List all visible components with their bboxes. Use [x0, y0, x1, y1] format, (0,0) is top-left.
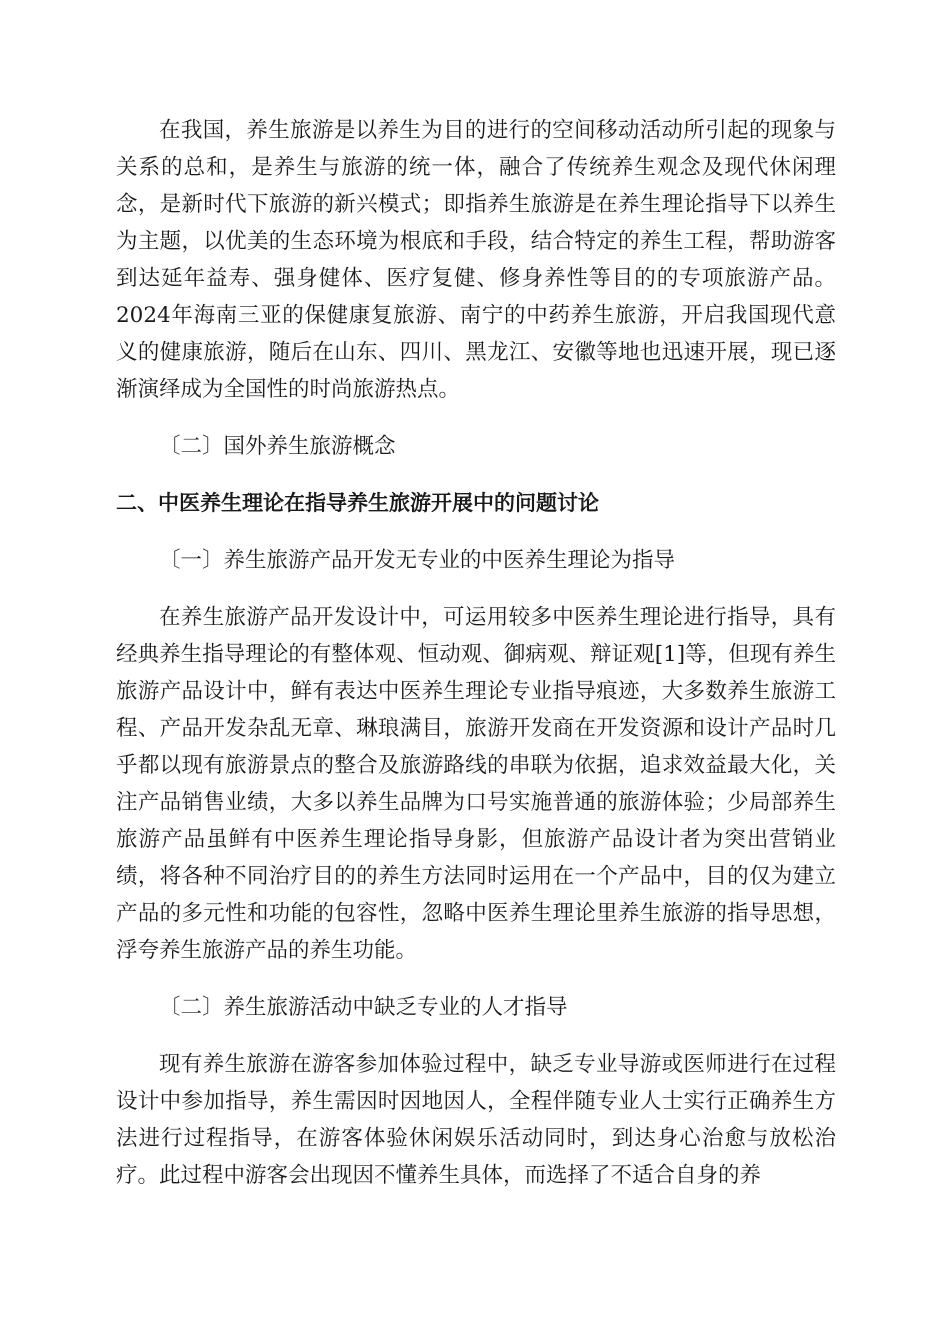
spacer	[116, 579, 836, 599]
document-body	[116, 112, 836, 1194]
spacer	[116, 969, 836, 989]
paragraph-domestic-concept: 在我国，养生旅游是以养生为目的进行的空间移动活动所引起的现象与关系的总和，是养生与旅游的统一体，融合了传统养生观念及现代休闲理念，是新时代下旅游的新兴模式；即指养生旅游是在养生理论指导下以养生为主题，以优美的生态环境为根底和手段，结合特定的养生工程，帮助游客到达延年益寿、强身健体、医疗复健、修身养性等目的的专项旅游产品。2024年海南三亚的保健康复旅游、南宁的中药养生旅游，开启我国现代意义的健康旅游，随后在山东、四川、黑龙江、安徽等地也迅速开展，现已逐渐演绎成为全国性的时尚旅游热点。	[116, 118, 836, 402]
spacer	[116, 465, 836, 485]
paragraph-guidance-process: 现有养生旅游在游客参加体验过程中，缺乏专业导游或医师进行在过程设计中参加指导，养生需因时因地因人，全程伴随专业人士实行正确养生方法进行过程指导，在游客体验休闲娱乐活动同时，到达身心治愈与放松治疗。此过程中游客会出现因不懂养生具体，而选择了不适合自身的养	[116, 1052, 836, 1188]
spacer	[116, 522, 836, 542]
paragraph-product-development: 在养生旅游产品开发设计中，可运用较多中医养生理论进行指导，具有经典养生指导理论的有整体观、恒动观、御病观、辩证观[1]等，但现有养生旅游产品设计中，鲜有表达中医养生理论专业指导痕迹，大多数养生旅游工程、产品开发杂乱无章、琳琅满目，旅游开发商在开发资源和设计产品时几乎都以现有旅游景点的整合及旅游路线的串联为依据，追求效益最大化，关注产品销售业绩，大多以养生品牌为口号实施普通的旅游体验；少局部养生旅游产品虽鲜有中医养生理论指导身影，但旅游产品设计者为突出营销业绩，将各种不同治疗目的的养生方法同时运用在一个产品中，目的仅为建立产品的多元性和功能的包容性，忽略中医养生理论里养生旅游的指导思想，浮夸养生旅游产品的养生功能。	[116, 605, 836, 963]
subheading-foreign-concept: 〔二〕国外养生旅游概念	[159, 434, 396, 459]
spacer	[116, 1026, 836, 1046]
subheading-lack-of-talent: 〔二〕养生旅游活动中缺乏专业的人才指导	[159, 995, 568, 1020]
spacer	[116, 408, 836, 428]
subheading-no-theory-guidance: 〔一〕养生旅游产品开发无专业的中医养生理论为指导	[159, 548, 676, 573]
section-heading-problems: 二、中医养生理论在指导养生旅游开展中的问题讨论	[116, 491, 599, 515]
